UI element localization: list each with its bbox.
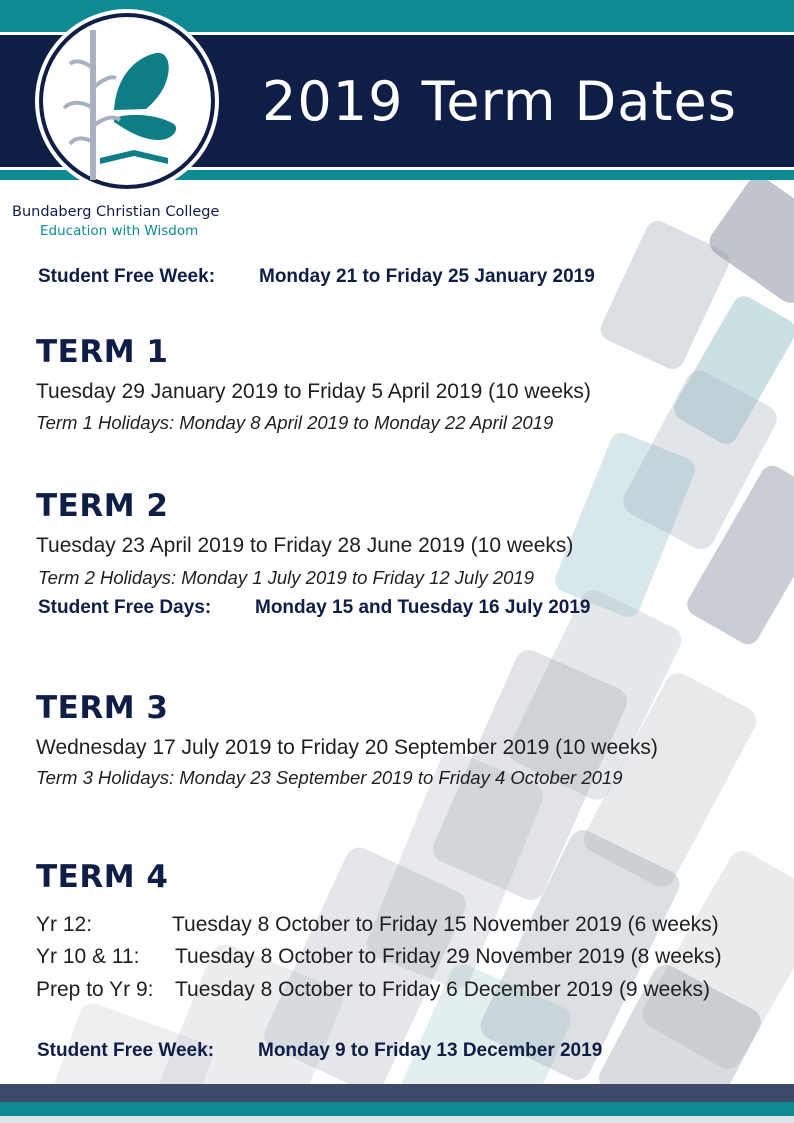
term-4-row (36, 945, 722, 969)
term-1-holidays: Term 1 Holidays: Monday 8 April 2019 to Monday 22 April 2019 (36, 412, 554, 433)
footer-band-light (0, 1116, 794, 1123)
term-4-row-label: Yr 10 & 11: (36, 945, 140, 968)
student-free-week-label: Student Free Week: (37, 1040, 215, 1061)
college-tagline: Education with Wisdom (40, 223, 199, 239)
term-2-heading: TERM 2 (36, 488, 169, 524)
college-name: Bundaberg Christian College (12, 204, 220, 220)
student-free-week-label: Student Free Week: (38, 266, 216, 287)
term-4-row (36, 913, 719, 937)
term-4-row-dates: Tuesday 8 October to Friday 15 November 2019 (6 weeks) (172, 913, 719, 936)
student-free-week-dates: Monday 21 to Friday 25 January 2019 (259, 266, 595, 287)
college-logo (34, 8, 220, 194)
page-title: 2019 Term Dates (262, 70, 737, 133)
term-4-row (36, 978, 710, 1002)
term-2-dates: Tuesday 23 April 2019 to Friday 28 June 2019 (10 weeks) (36, 534, 574, 557)
term-2-holidays: Term 2 Holidays: Monday 1 July 2019 to Friday 12 July 2019 (38, 567, 534, 588)
term-4-row-dates: Tuesday 8 October to Friday 6 December 2019 (9 weeks) (175, 978, 710, 1001)
term-4-row-dates: Tuesday 8 October to Friday 29 November 2019 (8 weeks) (175, 945, 722, 968)
term-1-heading: TERM 1 (36, 334, 169, 370)
student-free-days-label: Student Free Days: (38, 597, 212, 618)
footer-band-teal (0, 1102, 794, 1116)
term-1-dates: Tuesday 29 January 2019 to Friday 5 April 2019 (10 weeks) (36, 380, 591, 403)
term-3-dates: Wednesday 17 July 2019 to Friday 20 September 2019 (10 weeks) (36, 736, 658, 759)
term-4-heading: TERM 4 (36, 859, 169, 895)
term-4-row-label: Prep to Yr 9: (36, 978, 154, 1001)
term-4-row-label: Yr 12: (36, 913, 93, 936)
term-3-heading: TERM 3 (36, 690, 169, 726)
student-free-days-dates: Monday 15 and Tuesday 16 July 2019 (255, 597, 591, 618)
term-3-holidays: Term 3 Holidays: Monday 23 September 2019 to Friday 4 October 2019 (36, 767, 623, 788)
student-free-week-dates: Monday 9 to Friday 13 December 2019 (258, 1040, 603, 1061)
footer-band-slate (0, 1084, 794, 1102)
